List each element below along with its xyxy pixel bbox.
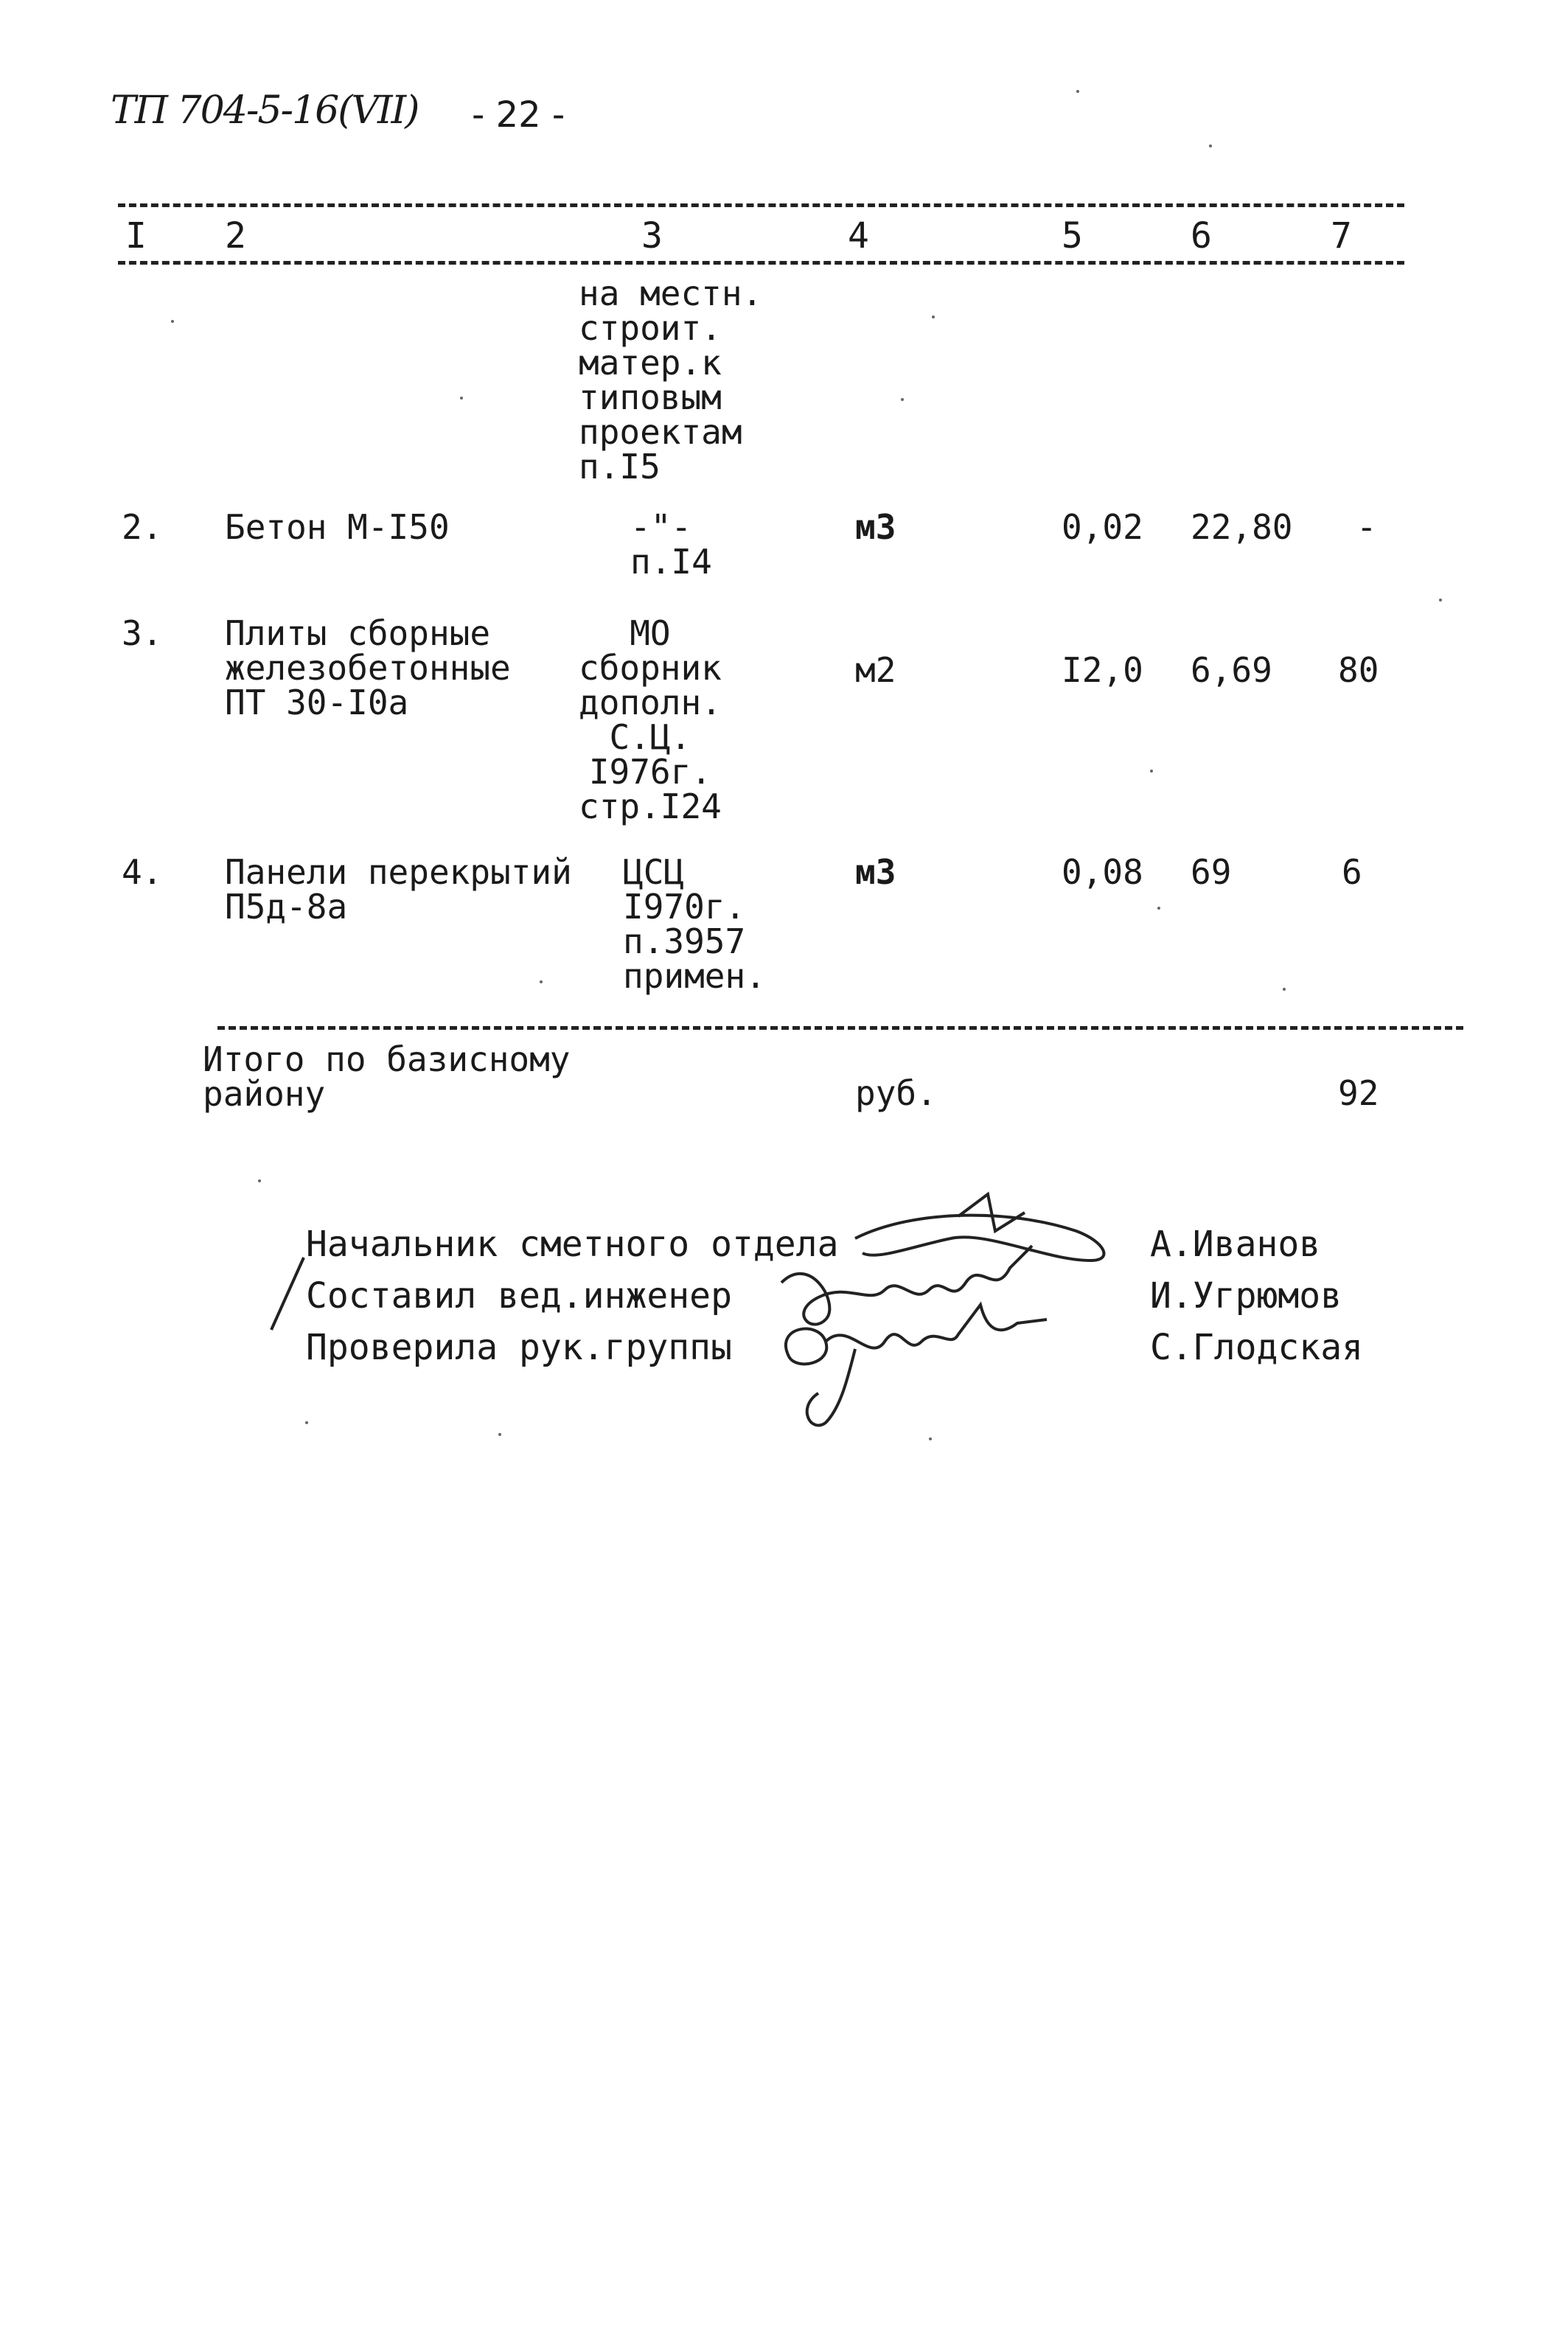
summary-unit: руб. (855, 1073, 937, 1113)
scan-speck (1076, 90, 1079, 93)
column-header-2: 2 (225, 215, 246, 257)
row-2-total: - (1356, 507, 1377, 547)
scan-speck (171, 320, 174, 323)
row-4-source: ЦСЦ I970г. п.3957 примен. (623, 852, 766, 996)
row-2-source: -"- п.I4 (630, 507, 712, 582)
scan-speck (1439, 599, 1442, 602)
row-3-total: 80 (1338, 650, 1379, 690)
table-header-rule (118, 261, 1404, 265)
row-4-total: 6 (1342, 852, 1362, 892)
document-code: ТП 704-5-16(VII) (111, 88, 419, 133)
table-top-rule (118, 203, 1404, 207)
scan-speck (1157, 907, 1160, 910)
column-header-7: 7 (1331, 215, 1352, 257)
scan-speck (460, 397, 463, 400)
row-2-number: 2. (122, 507, 163, 547)
page-number: - 22 - (472, 94, 565, 136)
column-header-3: 3 (641, 215, 663, 257)
scan-speck (932, 315, 935, 318)
row-4-unit: м3 (855, 852, 896, 892)
scan-speck (305, 1421, 308, 1424)
signature-name-chief: А.Иванов (1150, 1224, 1321, 1265)
signature-role-chief: Начальник сметного отдела (306, 1224, 839, 1265)
row-2-price: 22,80 (1191, 507, 1293, 547)
scan-speck (929, 1437, 932, 1440)
signature-name-checker: С.Глодская (1150, 1327, 1363, 1368)
summary-rule (217, 1026, 1463, 1030)
scan-speck (1283, 988, 1286, 991)
row-4-price: 69 (1191, 852, 1232, 892)
column-header-1: I (125, 215, 147, 257)
scan-speck (258, 1179, 261, 1182)
row-3-number: 3. (122, 613, 163, 653)
column-header-5: 5 (1062, 215, 1083, 257)
row-2-unit: м3 (855, 507, 896, 547)
row-2-name: Бетон М-I50 (225, 507, 450, 547)
scan-speck (540, 980, 543, 983)
column-header-6: 6 (1191, 215, 1212, 257)
row-3-name: Плиты сборные железобетонные ПТ 30-I0а (225, 613, 511, 722)
signature-name-compiler: И.Угрюмов (1150, 1275, 1342, 1317)
handwritten-signatures (767, 1187, 1121, 1430)
continuation-source: на местн. строит. матер.к типовым проектам п.I5 (579, 273, 763, 487)
signature-role-checker: Проверила рук.группы (306, 1327, 732, 1368)
scan-speck (901, 398, 904, 401)
signature-role-compiler: Составил вед.инженер (306, 1275, 732, 1317)
row-3-price: 6,69 (1191, 650, 1272, 690)
summary-label: Итого по базисному району (203, 1039, 571, 1114)
row-3-qty: I2,0 (1062, 650, 1143, 690)
row-4-number: 4. (122, 852, 163, 892)
column-header-4: 4 (848, 215, 869, 257)
row-4-qty: 0,08 (1062, 852, 1143, 892)
row-3-unit: м2 (855, 650, 896, 690)
summary-total: 92 (1338, 1073, 1379, 1113)
row-3-source: МО сборник дополн. С.Ц. I976г. стр.I24 (579, 613, 722, 826)
row-2-qty: 0,02 (1062, 507, 1143, 547)
scan-speck (1150, 770, 1153, 773)
row-4-name: Панели перекрытий П5д-8а (225, 852, 572, 927)
scan-speck (1209, 144, 1212, 147)
pen-slash-mark (265, 1253, 310, 1334)
scan-speck (498, 1433, 501, 1436)
